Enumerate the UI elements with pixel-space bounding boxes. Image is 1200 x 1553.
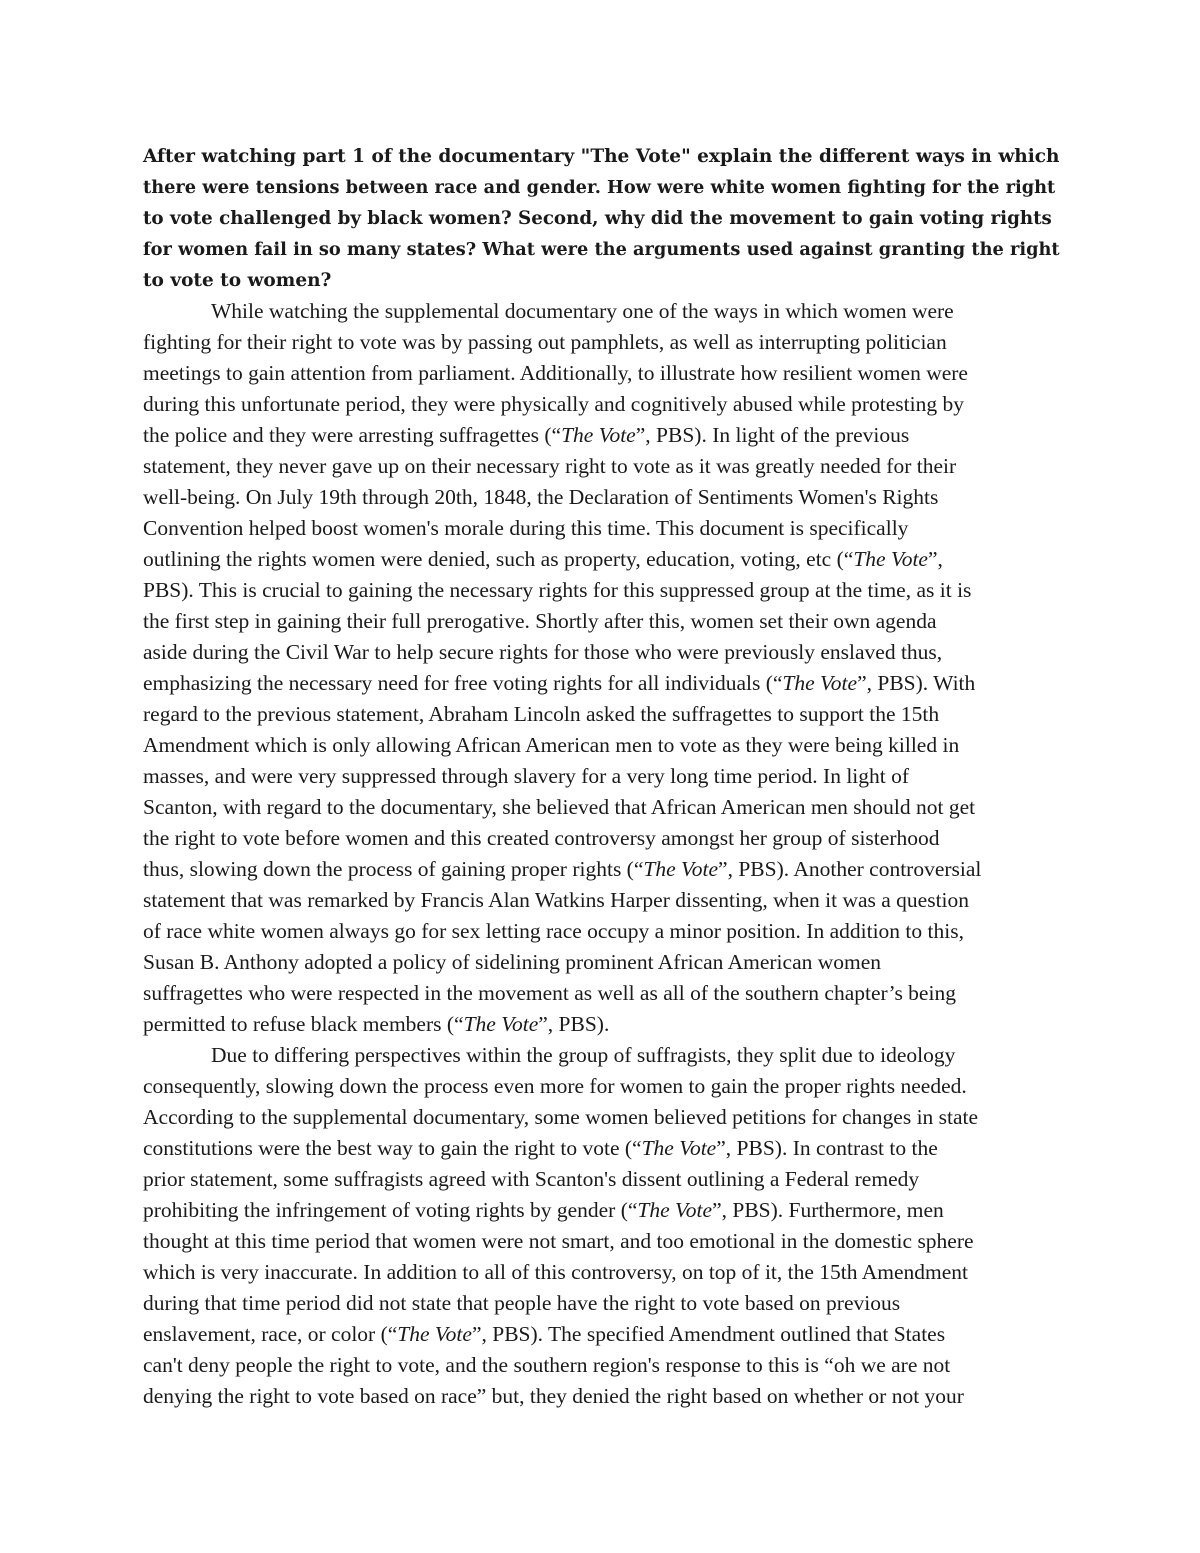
prompt-line: After watching part 1 of the documentary "The Vote" explain the different ways in which — [143, 146, 1060, 167]
body-line: can't deny people the right to vote, and the southern region's response to this is “oh we are not — [143, 1353, 951, 1377]
body-line: constitutions were the best way to gain the right to vote (“The Vote”, PBS). In contrast to the — [143, 1136, 938, 1160]
body-line: prior statement, some suffragists agreed with Scanton's dissent outlining a Federal remedy — [143, 1167, 920, 1191]
paragraph-2 — [143, 1040, 1063, 1412]
prompt-line: to vote to women? — [143, 270, 332, 291]
prompt-line: to vote challenged by black women? Second, why did the movement to gain voting rights — [143, 208, 1052, 229]
film-title-citation: The Vote — [397, 1322, 472, 1346]
body-line: aside during the Civil War to help secure rights for those who were previously enslaved thus, — [143, 640, 943, 664]
essay-prompt — [143, 141, 1063, 296]
body-line: Amendment which is only allowing African American men to vote as they were being killed in — [143, 733, 960, 757]
body-line: Convention helped boost women's morale during this time. This document is specifically — [143, 516, 909, 540]
body-line: regard to the previous statement, Abraham Lincoln asked the suffragettes to support the 15th — [143, 702, 940, 726]
body-line: well-being. On July 19th through 20th, 1848, the Declaration of Sentiments Women's Rights — [143, 485, 939, 509]
film-title-citation: The Vote — [561, 423, 636, 447]
prompt-line: for women fail in so many states? What were the arguments used against granting the right — [143, 239, 1060, 260]
body-line: statement, they never gave up on their necessary right to vote as it was greatly needed for their — [143, 454, 957, 478]
body-line: enslavement, race, or color (“The Vote”, PBS). The specified Amendment outlined that States — [143, 1322, 946, 1346]
prompt-line: there were tensions between race and gender. How were white women fighting for the right — [143, 177, 1056, 198]
body-line: permitted to refuse black members (“The Vote”, PBS). — [143, 1012, 610, 1036]
body-line: emphasizing the necessary need for free voting rights for all individuals (“The Vote”, PBS). With — [143, 671, 976, 695]
body-line: thought at this time period that women were not smart, and too emotional in the domestic sphere — [143, 1229, 974, 1253]
body-line: the first step in gaining their full prerogative. Shortly after this, women set their own agenda — [143, 609, 937, 633]
body-line: during this unfortunate period, they were physically and cognitively abused while protesting by — [143, 392, 964, 416]
paragraph-1 — [143, 296, 1063, 1040]
body-line: While watching the supplemental documentary one of the ways in which women were — [211, 299, 954, 323]
film-title-citation: The Vote — [853, 547, 928, 571]
body-line: denying the right to vote based on race” but, they denied the right based on whether or not your — [143, 1384, 964, 1408]
body-line: the right to vote before women and this created controversy amongst her group of sisterhood — [143, 826, 940, 850]
body-line: According to the supplemental documentary, some women believed petitions for changes in state — [143, 1105, 979, 1129]
film-title-citation: The Vote — [643, 857, 719, 881]
body-line: consequently, slowing down the process even more for women to gain the proper rights needed. — [143, 1074, 967, 1098]
body-line: outlining the rights women were denied, such as property, education, voting, etc (“The Vote”, — [143, 547, 943, 571]
body-line: PBS). This is crucial to gaining the necessary rights for this suppressed group at the time, as it is — [143, 578, 972, 602]
film-title-citation: The Vote — [463, 1012, 539, 1036]
body-line: masses, and were very suppressed through slavery for a very long time period. In light of — [143, 764, 910, 788]
body-line: Due to differing perspectives within the group of suffragists, they split due to ideology — [211, 1043, 956, 1067]
body-line: Scanton, with regard to the documentary, she believed that African American men should not get — [143, 795, 976, 819]
body-line: which is very inaccurate. In addition to all of this controversy, on top of it, the 15th Amendment — [143, 1260, 968, 1284]
body-line: prohibiting the infringement of voting rights by gender (“The Vote”, PBS). Furthermore, men — [143, 1198, 944, 1222]
body-line: thus, slowing down the process of gaining proper rights (“The Vote”, PBS). Another controversial — [143, 857, 982, 881]
document-page — [143, 141, 1063, 1412]
body-line: of race white women always go for sex letting race occupy a minor position. In addition to this, — [143, 919, 964, 943]
film-title-citation: The Vote — [782, 671, 858, 695]
body-line: the police and they were arresting suffragettes (“The Vote”, PBS). In light of the previous — [143, 423, 910, 447]
body-line: statement that was remarked by Francis Alan Watkins Harper dissenting, when it was a question — [143, 888, 970, 912]
body-line: suffragettes who were respected in the movement as well as all of the southern chapter’s being — [143, 981, 956, 1005]
body-line: Susan B. Anthony adopted a policy of sidelining prominent African American women — [143, 950, 882, 974]
body-line: during that time period did not state that people have the right to vote based on previous — [143, 1291, 901, 1315]
film-title-citation: The Vote — [637, 1198, 713, 1222]
body-line: meetings to gain attention from parliament. Additionally, to illustrate how resilient women were — [143, 361, 968, 385]
body-line: fighting for their right to vote was by passing out pamphlets, as well as interrupting politician — [143, 330, 947, 354]
film-title-citation: The Vote — [641, 1136, 717, 1160]
